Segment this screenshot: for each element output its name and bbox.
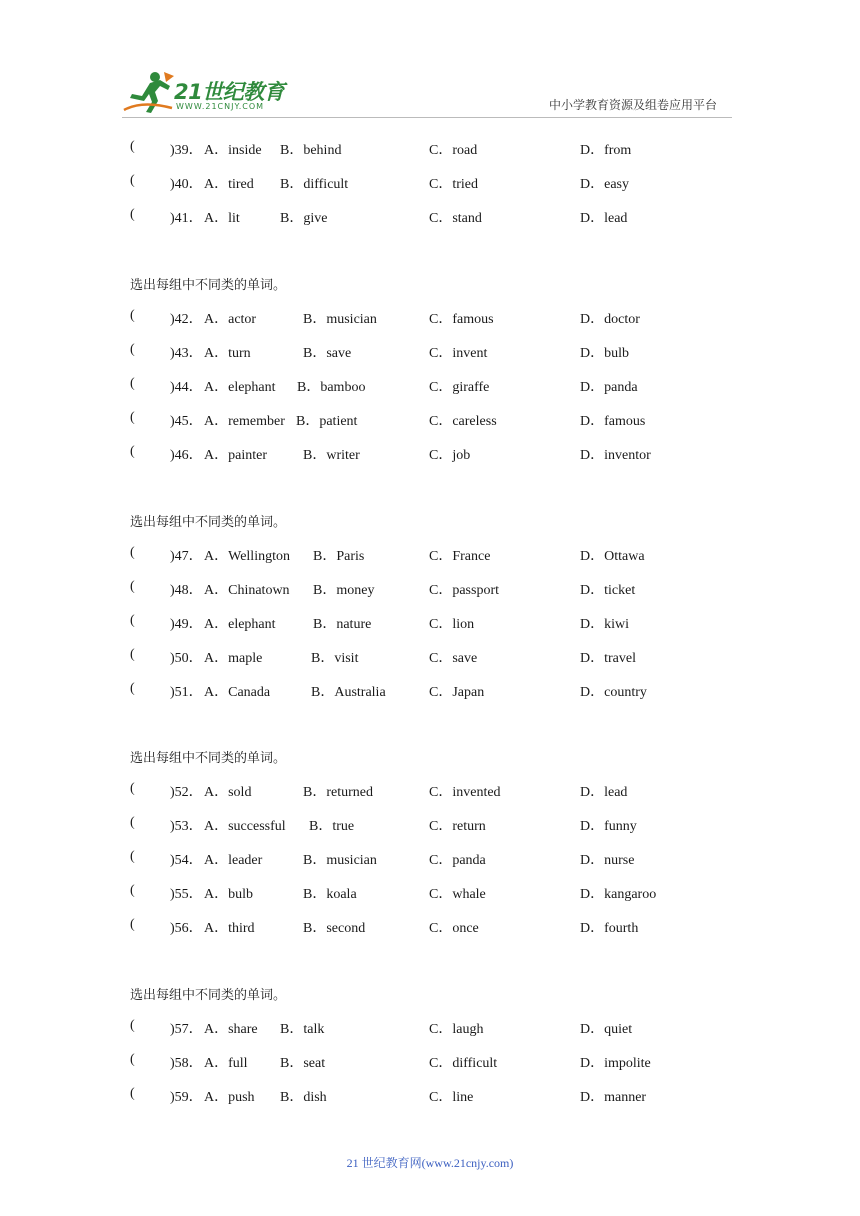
option-c: C．famous <box>429 312 494 327</box>
question-number: )39． <box>170 143 203 158</box>
question-number: )56． <box>170 921 203 936</box>
option-a: A．tired <box>204 177 254 192</box>
option-c: C．return <box>429 819 486 834</box>
option-b: B．true <box>309 819 355 834</box>
option-b: B．patient <box>296 414 358 429</box>
option-c: C．difficult <box>429 1056 498 1071</box>
question-row <box>0 545 860 565</box>
question-number: )46． <box>170 448 203 463</box>
answer-blank[interactable]: ( <box>130 342 135 357</box>
question-row <box>0 681 860 701</box>
section-instruction: 选出每组中不同类的单词。 <box>130 988 287 1003</box>
option-b: B．visit <box>311 651 359 666</box>
logo-text: 21世纪教育 <box>174 80 285 104</box>
option-a: A．lit <box>204 211 240 226</box>
question-number: )57． <box>170 1022 203 1037</box>
option-a: A．third <box>204 921 255 936</box>
option-c: C．line <box>429 1090 474 1105</box>
option-b: B．Paris <box>313 549 365 564</box>
option-c: C．road <box>429 143 478 158</box>
answer-blank[interactable]: ( <box>130 207 135 222</box>
option-c: C．save <box>429 651 478 666</box>
option-a: A．actor <box>204 312 257 327</box>
question-number: )43． <box>170 346 203 361</box>
question-number: )59． <box>170 1090 203 1105</box>
question-row <box>0 781 860 801</box>
option-d: D．inventor <box>580 448 651 463</box>
answer-blank[interactable]: ( <box>130 410 135 425</box>
question-number: )40． <box>170 177 203 192</box>
question-row <box>0 1018 860 1038</box>
option-d: D．lead <box>580 785 628 800</box>
option-d: D．quiet <box>580 1022 633 1037</box>
option-a: A．full <box>204 1056 248 1071</box>
option-a: A．share <box>204 1022 258 1037</box>
answer-blank[interactable]: ( <box>130 1086 135 1101</box>
option-b: B．save <box>303 346 352 361</box>
option-b: B．second <box>303 921 366 936</box>
question-row <box>0 883 860 903</box>
option-a: A．elephant <box>204 617 276 632</box>
question-number: )55． <box>170 887 203 902</box>
option-b: B．dish <box>280 1090 327 1105</box>
question-number: )44． <box>170 380 203 395</box>
question-row <box>0 613 860 633</box>
option-a: A．elephant <box>204 380 276 395</box>
option-d: D．nurse <box>580 853 635 868</box>
question-row <box>0 917 860 937</box>
answer-blank[interactable]: ( <box>130 308 135 323</box>
answer-blank[interactable]: ( <box>130 815 135 830</box>
option-c: C．invent <box>429 346 488 361</box>
answer-blank[interactable]: ( <box>130 681 135 696</box>
answer-blank[interactable]: ( <box>130 579 135 594</box>
question-number: )53． <box>170 819 203 834</box>
question-number: )41． <box>170 211 203 226</box>
site-logo[interactable] <box>122 70 292 118</box>
question-row <box>0 173 860 193</box>
option-c: C．passport <box>429 583 499 598</box>
question-number: )54． <box>170 853 203 868</box>
option-a: A．Wellington <box>204 549 290 564</box>
option-a: A．Chinatown <box>204 583 290 598</box>
section-instruction: 选出每组中不同类的单词。 <box>130 278 287 293</box>
option-a: A．bulb <box>204 887 253 902</box>
question-row <box>0 139 860 159</box>
option-a: A．inside <box>204 143 262 158</box>
question-number: )49． <box>170 617 203 632</box>
option-c: C．Japan <box>429 685 485 700</box>
question-number: )47． <box>170 549 203 564</box>
option-b: B．returned <box>303 785 373 800</box>
option-c: C．panda <box>429 853 486 868</box>
option-c: C．France <box>429 549 491 564</box>
answer-blank[interactable]: ( <box>130 781 135 796</box>
option-c: C．careless <box>429 414 497 429</box>
question-row <box>0 308 860 328</box>
question-row <box>0 815 860 835</box>
option-b: B．nature <box>313 617 372 632</box>
option-c: C．lion <box>429 617 475 632</box>
option-b: B．bamboo <box>297 380 366 395</box>
option-d: D．Ottawa <box>580 549 645 564</box>
option-d: D．ticket <box>580 583 636 598</box>
question-row <box>0 207 860 227</box>
option-b: B．koala <box>303 887 357 902</box>
question-row <box>0 849 860 869</box>
running-figure-icon <box>122 70 174 114</box>
section-instruction: 选出每组中不同类的单词。 <box>130 751 287 766</box>
question-number: )48． <box>170 583 203 598</box>
question-row <box>0 444 860 464</box>
option-d: D．travel <box>580 651 636 666</box>
option-a: A．sold <box>204 785 252 800</box>
option-d: D．panda <box>580 380 638 395</box>
option-b: B．money <box>313 583 375 598</box>
option-c: C．giraffe <box>429 380 490 395</box>
option-d: D．famous <box>580 414 646 429</box>
option-d: D．funny <box>580 819 637 834</box>
answer-blank[interactable]: ( <box>130 849 135 864</box>
option-a: A．leader <box>204 853 263 868</box>
question-number: )45． <box>170 414 203 429</box>
header-divider <box>122 117 732 118</box>
option-b: B．difficult <box>280 177 349 192</box>
option-c: C．laugh <box>429 1022 484 1037</box>
option-d: D．impolite <box>580 1056 651 1071</box>
question-row <box>0 410 860 430</box>
answer-blank[interactable]: ( <box>130 139 135 154</box>
option-b: B．talk <box>280 1022 325 1037</box>
question-row <box>0 647 860 667</box>
option-d: D．kiwi <box>580 617 629 632</box>
option-d: D．bulb <box>580 346 629 361</box>
answer-blank[interactable]: ( <box>130 613 135 628</box>
option-c: C．job <box>429 448 471 463</box>
page-footer[interactable]: 21 世纪教育网(www.21cnjy.com) <box>346 1156 514 1170</box>
option-b: B．musician <box>303 853 377 868</box>
option-a: A．remember <box>204 414 285 429</box>
question-number: )52． <box>170 785 203 800</box>
answer-blank[interactable]: ( <box>130 376 135 391</box>
option-a: A．maple <box>204 651 263 666</box>
option-c: C．tried <box>429 177 478 192</box>
logo-url: WWW.21CNJY.COM <box>176 102 265 111</box>
question-number: )42． <box>170 312 203 327</box>
option-d: D．lead <box>580 211 628 226</box>
section-instruction: 选出每组中不同类的单词。 <box>130 515 287 530</box>
page-header <box>0 0 860 120</box>
option-b: B．give <box>280 211 328 226</box>
answer-blank[interactable]: ( <box>130 444 135 459</box>
option-d: D．doctor <box>580 312 640 327</box>
question-row <box>0 1086 860 1106</box>
answer-blank[interactable]: ( <box>130 883 135 898</box>
question-number: )50． <box>170 651 203 666</box>
option-b: B．writer <box>303 448 360 463</box>
option-c: C．stand <box>429 211 482 226</box>
option-c: C．invented <box>429 785 501 800</box>
answer-blank[interactable]: ( <box>130 917 135 932</box>
option-b: B．behind <box>280 143 342 158</box>
option-b: B．seat <box>280 1056 326 1071</box>
question-row <box>0 342 860 362</box>
option-d: D．from <box>580 143 632 158</box>
option-a: A．Canada <box>204 685 271 700</box>
question-row <box>0 376 860 396</box>
question-row <box>0 1052 860 1072</box>
option-d: D．kangaroo <box>580 887 657 902</box>
option-d: D．country <box>580 685 647 700</box>
platform-name: 中小学教育资源及组卷应用平台 <box>549 98 718 112</box>
option-a: A．turn <box>204 346 251 361</box>
option-c: C．whale <box>429 887 486 902</box>
answer-blank[interactable]: ( <box>130 545 135 560</box>
option-d: D．easy <box>580 177 629 192</box>
answer-blank[interactable]: ( <box>130 1018 135 1033</box>
answer-blank[interactable]: ( <box>130 647 135 662</box>
option-c: C．once <box>429 921 479 936</box>
option-d: D．manner <box>580 1090 647 1105</box>
question-number: )51． <box>170 685 203 700</box>
option-b: B．Australia <box>311 685 386 700</box>
answer-blank[interactable]: ( <box>130 173 135 188</box>
option-a: A．push <box>204 1090 255 1105</box>
option-a: A．successful <box>204 819 286 834</box>
question-number: )58． <box>170 1056 203 1071</box>
answer-blank[interactable]: ( <box>130 1052 135 1067</box>
option-a: A．painter <box>204 448 267 463</box>
option-b: B．musician <box>303 312 377 327</box>
question-row <box>0 579 860 599</box>
option-d: D．fourth <box>580 921 639 936</box>
